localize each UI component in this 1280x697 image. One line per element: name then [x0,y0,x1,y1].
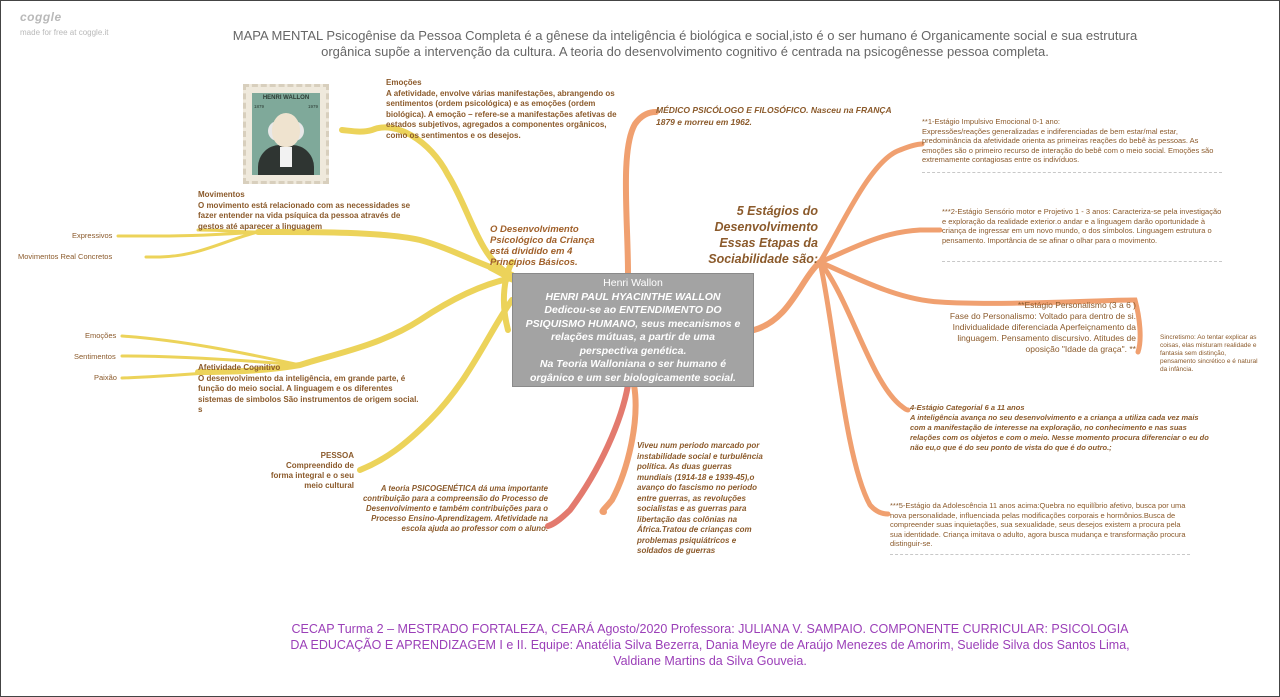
center-line-5: relações mútuas, a partir de uma [551,331,715,343]
node-estagio-4[interactable] [910,403,1210,453]
stamp-dates [254,104,318,109]
stamp-name: HENRI WALLON [262,95,310,101]
node-estagios[interactable] [680,203,818,267]
afetividade-body: O desenvolvimento da inteligência, em grande parte, é função do meio social. A linguagem e os diferentes sistemas de simbolos São instrumentos de origem social. s [198,373,419,414]
leaf-movimentos-real[interactable]: Movimentos Real Concretos [18,252,113,261]
node-estagio-1[interactable] [922,117,1222,165]
estagio-3-line-3: linguagem. Pensamento discursivo. Atitudes de [957,333,1136,343]
estagio-3-line-4: oposição "Idade da graça". ** [1025,344,1136,354]
app-logo[interactable]: coggle [20,10,62,24]
branch-movimentos [258,232,512,275]
center-line-8: orgânico e um ser biologicamente social. [530,371,736,384]
node-teoria[interactable]: A teoria PSICOGENÉTICA dá uma importante contribuição para a compreensão do Processo de Desenvolvimento e também contribuições para o Processo Ensino-Aprendizagem. Afetividade na escola ajuda ao professor com o aluno. [362,484,548,533]
center-line-4: PSIQUISMO HUMANO, seus mecanismos e [525,317,741,330]
estagio-3-title: **Estágio Personalismo (3 a 6 ) [1017,300,1136,310]
center-line-7: Na Teoria Walloniana o ser humano é [539,358,727,370]
node-afetividade[interactable] [198,363,420,416]
stamp-portrait [252,93,320,175]
node-pessoa[interactable] [262,451,354,491]
estagio-2-underline [942,261,1222,262]
footer-line-1: CECAP Turma 2 – MESTRADO FORTALEZA, CEARÁ Agosto/2020 Professora: JULIANA V. SAMPAIO. COMPONENTE CURRICULAR: PSICOLOGIA [291,622,1129,636]
emocoes-body: A afetividade, envolve várias manifestações, abrangendo os sentimentos (ordem psicológica) e as emoções (ordem biológica). A emoção – refere-se a manifestações afetivas de estados subjetivos, agregados a componentes orgânicos, como os sentimentos e os desejos. [386,88,617,140]
estagio-1-underline [922,172,1222,173]
estagios-line-3: Essas Etapas da [719,236,818,250]
estagio-3-line-2: Individualidade diferenciada Aperfeiçnamento da [952,322,1136,332]
branch-afetividade [198,278,512,372]
header-line-1: MAPA MENTAL Psicogênise da Pessoa Completa é a gênese da inteligência é biológica e social,isto é o ser humano é Organicamente social e sua estrutura [232,28,1138,43]
leaf-paixao[interactable]: Paixão [94,373,117,382]
pessoa-line-1: PESSOA [320,451,354,460]
estagios-line-4: Sociabilidade são: [708,252,818,266]
afetividade-title: Afetividade Cognitivo [198,363,281,372]
branch-teoria [548,385,628,526]
estagios-line-1: 5 Estágios do [736,204,818,218]
branch-center-link [504,262,512,330]
map-header [200,28,1170,60]
estagio-4-title: 4-Estágio Categorial 6 a 11 anos [910,403,1025,412]
header-line-2: orgânica supõe a intervenção da cultura. A teoria do desenvolvimento cognitivo é centrada na psicogênesse pessoa completa. [321,44,1049,59]
branch-emocoes-leaf [122,336,300,365]
made-with-note[interactable]: made for free at coggle.it [20,28,109,37]
branch-e1 [820,144,922,262]
node-movimentos[interactable] [198,190,428,232]
node-estagio-3[interactable] [928,300,1136,355]
leaf-sentimentos[interactable]: Sentimentos [74,352,116,361]
node-medico[interactable]: MÉDICO PSICÓLOGO E FILOSÓFICO. Nasceu na FRANÇA 1879 e morreu em 1962. [656,105,892,127]
node-viveu[interactable]: Viveu num periodo marcado por instabilidade social e turbulência política. As duas guerras mundiais (1914-18 e 1939-45),o avanço do fascismo no periodo entre guerras, as revoluções socialistas e as guerras para libertação das colônias na África.Tratou de crianças com problemas psiquiátricos e soldados de guerras [637,441,763,555]
branch-e5 [820,262,888,514]
estagios-line-2: Desenvolvimento [714,220,818,234]
pessoa-line-4: meio cultural [304,481,354,490]
branch-expressivos [118,232,258,236]
leaf-emocoes[interactable]: Emoções [85,331,117,340]
estagio-5-underline [890,554,1190,555]
branch-estagios [754,262,820,330]
center-line-1: Henri Wallon [603,277,663,289]
central-node[interactable] [512,273,754,387]
stamp-year-right: 1979 [307,104,318,109]
movimentos-body: O movimento está relacionado com as necessidades se fazer entender na vida psíquica da pessoa através de gestos até aparecer a linguagem [198,200,411,231]
wallon-stamp-image [243,84,329,184]
estagio-1-title: **1-Estágio Impulsivo Emocional 0-1 ano: [922,117,1060,126]
node-emocoes[interactable] [386,78,626,141]
leaf-expressivos[interactable]: Expressivos [72,231,113,240]
branch-medico [626,112,656,273]
estagio-3-line-1: Fase do Personalismo: Voltado para dentro de si. [949,311,1136,321]
center-line-3: Dedicou-se ao ENTENDIMENTO DO [544,304,722,316]
node-estagio-5[interactable]: ***5-Estágio da Adolescência 11 anos acima:Quebra no equilíbrio afetivo, busca por uma nova personalidade, influenciada pelas modificações corporais e hormônios.Busca de compreender suas inquietações, sua sexualidade, seus desejos existem a procura pela sua identidade. Criança imitava o adulto, agora busca mudança e transformação procura distinguir-se. [890,501,1186,548]
node-sincretismo[interactable]: Sincretismo: Ao tentar explicar as coisas, elas misturam realidade e fantasia sem distinção, pensamento sincrético e é natural da infância. [1160,334,1258,373]
stamp-year-left: 1879 [254,104,265,109]
node-desenvolvimento[interactable]: O Desenvolvimento Psicológico da Criança está dividido em 4 Princípios Básicos. [490,224,595,268]
pessoa-line-3: forma integral e o seu [270,471,354,480]
stamp-head [272,113,300,147]
footer-line-2: DA EDUCAÇÃO E APRENDIZAGEM I e II. Equipe: Anatélia Silva Bezerra, Dania Meyre de Araújo Menezes de Amorim, Suelide Silva dos Santos Lima, [290,638,1130,652]
emocoes-title: Emoções [386,78,422,87]
estagio-1-body: Expressões/reações generalizadas e indiferenciadas de bem estar/mal estar, predominância da afetividade orienta as primeiras reações do bebê às pessoas. As emoções são o primeiro recurso de interação do bebê com o meio social. Emoções são extremamente contagiosas entre os indivíduos. [922,126,1214,164]
center-line-2: HENRI PAUL HYACINTHE WALLON [545,290,721,303]
movimentos-title: Movimentos [198,190,245,199]
map-footer [260,621,1160,669]
stamp-shirt [280,147,292,167]
footer-line-3: Valdiane Martins da Silva Gouveia. [613,654,807,668]
pessoa-line-2: Compreendido de [285,461,354,470]
estagio-4-body: A inteligência avança no seu desenvolvimento e a criança a utiliza cada vez mais com a manifestação de interesse na exploração, no conhecimento e nas suas relações com os objetos e com o meio. Nesse momento procura diferenciar o eu do não eu,o que é do seu ponto de vista do que é do outro.; [910,413,1209,452]
node-estagio-2[interactable]: ***2-Estágio Sensório motor e Projetivo 1 - 3 anos: Caracteriza-se pela investigação e exploração da realidade exterior.o andar e a linguagem darão oportunidade à criança de ingressar em um novo mundo, o dos símbolos. Linguagem estrutura o pensamento. Importância de se afinar o olhar para o movimento. [942,207,1222,245]
center-line-6: perspectiva genética. [579,344,687,357]
